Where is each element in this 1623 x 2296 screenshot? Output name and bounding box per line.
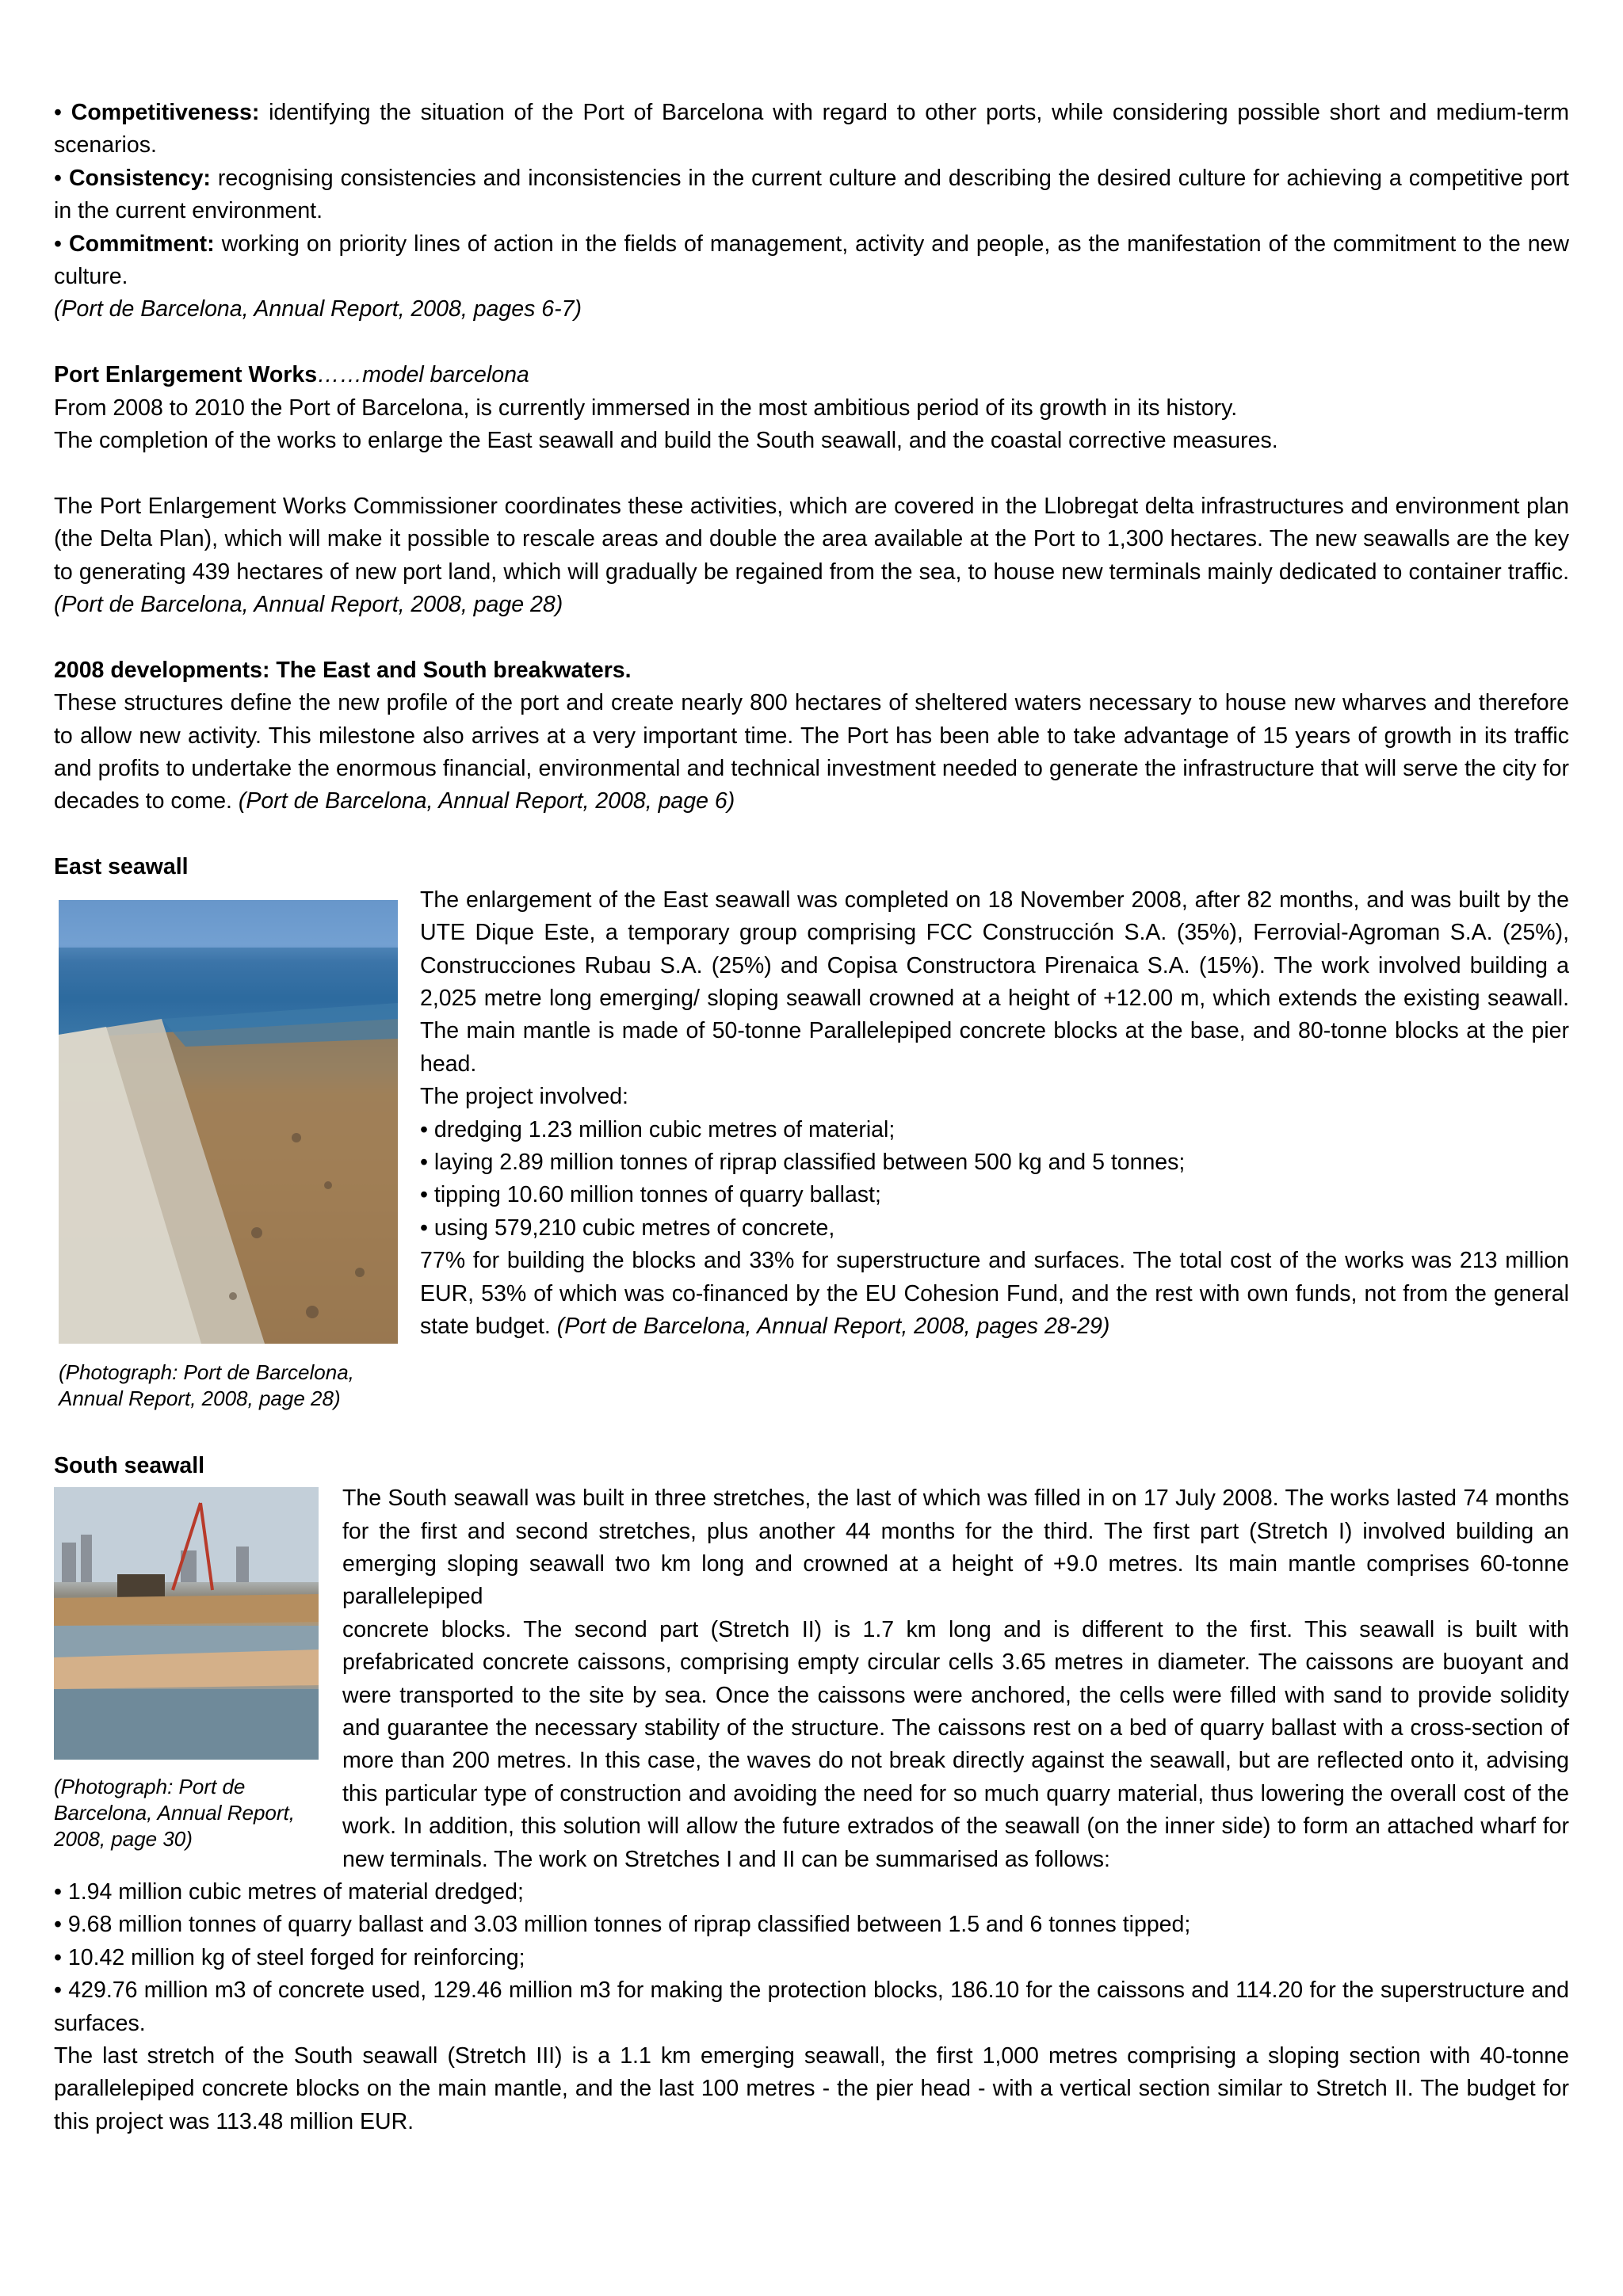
south-bullet: • 10.42 million kg of steel forged for reinforcing; (54, 1944, 525, 1970)
south-bullet: • 9.68 million tonnes of quarry ballast and 3.03 million tonnes of riprap classified between 1.5 and 6 tonnes tipped; (54, 1912, 1191, 1938)
document-page (54, 97, 1569, 2138)
east-bullet: • dredging 1.23 million cubic metres of material; (420, 1116, 896, 1142)
enlargement-line-2: The completion of the works to enlarge the East seawall and build the South seawall, and the coastal corrective measures. (54, 428, 1278, 454)
developments-paragraph-text: These structures define the new profile of the port and create nearly 800 hectares of sheltered waters necessary to house new wharves and therefore to allow new activity. This milestone also arrives at a very important time. The Port has been able to take advantage of 15 years of growth in its traffic and profits to undertake the enormous financial, environmental and technical investment needed to generate the infrastructure that will serve the city for decades to come. (54, 690, 1569, 814)
bullet: • (54, 100, 71, 125)
east-bullet: • tipping 10.60 million tonnes of quarry ballast; (420, 1182, 881, 1208)
east-closing-text: 77% for building the blocks and 33% for superstructure and surfaces. The total cost of the works was 213 million EUR, 53% of which was co-financed by the EU Cohesion Fund, and the rest with own funds, not from the general state budget. (420, 1248, 1569, 1339)
commitment-item (54, 228, 1569, 294)
commitment-text: working on priority lines of action in the fields of management, activity and people, as the manifestation of the commitment to the new culture. (54, 231, 1569, 290)
east-seawall-photo (59, 900, 398, 1344)
enlargement-paragraph-text: The Port Enlargement Works Commissioner coordinates these activities, which are covered in the Llobregat delta infrastructures and environment plan (the Delta Plan), which will make it possible to rescale areas and double the area available at the Port to 1,300 hectares. The new seawalls are the key to generating 439 hectares of new port land, which will gradually be regained from the sea, to house new terminals mainly dedicated to container traffic. (54, 493, 1569, 585)
south-paragraph-1: The South seawall was built in three stretches, the last of which was filled in on 17 July 2008. The works lasted 74 months for the first and second stretches, plus another 44 months for the third. The first part (Stretch I) involved building an emerging sloping seawall two km long and crowned at a height of +9.0 metres. Its main mantle comprises 60-tonne parallelepiped (342, 1486, 1569, 1610)
south-bullet: • 1.94 million cubic metres of material dredged; (54, 1878, 524, 1905)
competitiveness-label: Competitiveness: (71, 100, 260, 125)
consistency-label: Consistency: (68, 165, 211, 191)
enlargement-heading-suffix: ……model barcelona (317, 362, 529, 388)
developments-citation: (Port de Barcelona, Annual Report, 2008, page 6) (238, 788, 735, 814)
east-seawall-caption: (Photograph: Port de Barcelona, Annual Report, 2008, page 28) (59, 1360, 354, 1410)
enlargement-heading-line (54, 359, 1569, 391)
east-citation: (Port de Barcelona, Annual Report, 2008, pages 28-29) (556, 1313, 1110, 1339)
bullet: • (54, 165, 69, 191)
east-seawall-figure (54, 884, 420, 1412)
south-bullet: • 429.76 million m3 of concrete used, 129.46 million m3 for making the protection blocks, 186.10 for the caissons and 114.20 for the superstructure and surfaces. (54, 1978, 1569, 2036)
bullet: • (54, 231, 69, 257)
intro-citation: (Port de Barcelona, Annual Report, 2008, pages 6-7) (54, 296, 582, 322)
east-project-involved: The project involved: (420, 1084, 628, 1110)
competitiveness-item (54, 97, 1569, 162)
south-closing: The last stretch of the South seawall (Stretch III) is a 1.1 km emerging seawall, the first 1,000 metres comprising a sloping section with 40-tonne parallelepiped concrete blocks on the main mantle, and the last 100 metres - the pier head - with a vertical section similar to Stretch II. The budget for this project was 113.48 million EUR. (54, 2043, 1569, 2134)
south-seawall-heading: South seawall (54, 1452, 205, 1478)
south-seawall-photo (54, 1487, 319, 1760)
competitiveness-text: identifying the situation of the Port of Barcelona with regard to other ports, while considering possible short and medium-term scenarios. (54, 100, 1569, 158)
south-seawall-caption: (Photograph: Port de Barcelona, Annual Report, 2008, page 30) (54, 1775, 296, 1852)
enlargement-line-1: From 2008 to 2010 the Port of Barcelona, is currently immersed in the most ambitious period of its growth in its history. (54, 395, 1238, 421)
enlargement-heading: Port Enlargement Works (54, 362, 318, 388)
developments-paragraph (54, 687, 1569, 818)
commitment-label: Commitment: (69, 231, 215, 257)
south-seawall-figure (54, 1482, 342, 1852)
east-bullet: • using 579,210 cubic metres of concrete, (420, 1215, 835, 1241)
enlargement-paragraph (54, 490, 1569, 622)
east-seawall-photo-art (59, 900, 398, 1344)
south-paragraph-2: concrete blocks. The second part (Stretch II) is 1.7 km long and is different to the first. This seawall is built with prefabricated concrete caissons, comprising empty circular cells 3.65 metres in diameter. The caissons are buoyant and were transported to the site by sea. Once the caissons were anchored, the cells were filled with sand to provide solidity and guarantee the necessary stability of the structure. The caissons rest on a bed of quarry ballast with a cross-section of more than 200 metres. In this case, the waves do not break directly against the seawall, but are reflected onto it, advising this particular type of construction and avoiding the need for so much quarry material, thus lowering the overall cost of the work. In addition, this solution will allow the future extrados of the seawall (on the inner side) to form an attached wharf for new terminals. The work on Stretches I and II can be summarised as follows: (342, 1616, 1569, 1872)
developments-heading: 2008 developments: The East and South breakwaters. (54, 657, 632, 683)
south-seawall-photo-art (54, 1487, 319, 1760)
enlargement-citation: (Port de Barcelona, Annual Report, 2008, page 28) (54, 592, 563, 618)
consistency-text: recognising consistencies and inconsistencies in the current culture and describing the desired culture for achieving a competitive port in the current environment. (54, 165, 1569, 224)
east-seawall-paragraph: The enlargement of the East seawall was completed on 18 November 2008, after 82 months, and was built by the UTE Dique Este, a temporary group comprising FCC Construcción S.A. (35%), Ferrovial-Agroman S.A. (25%), Construcciones Rubau S.A. (25%) and Copisa Constructora Pirenaica S.A. (15%). The work involved building a 2,025 metre long emerging/ sloping seawall crowned at a height of +12.00 m, which extends the existing seawall. The main mantle is made of 50-tonne Parallelepiped concrete blocks at the base, and 80-tonne blocks at the pier head. (420, 887, 1569, 1077)
consistency-item (54, 162, 1569, 228)
east-bullet: • laying 2.89 million tonnes of riprap classified between 500 kg and 5 tonnes; (420, 1149, 1186, 1175)
east-seawall-heading: East seawall (54, 854, 189, 880)
